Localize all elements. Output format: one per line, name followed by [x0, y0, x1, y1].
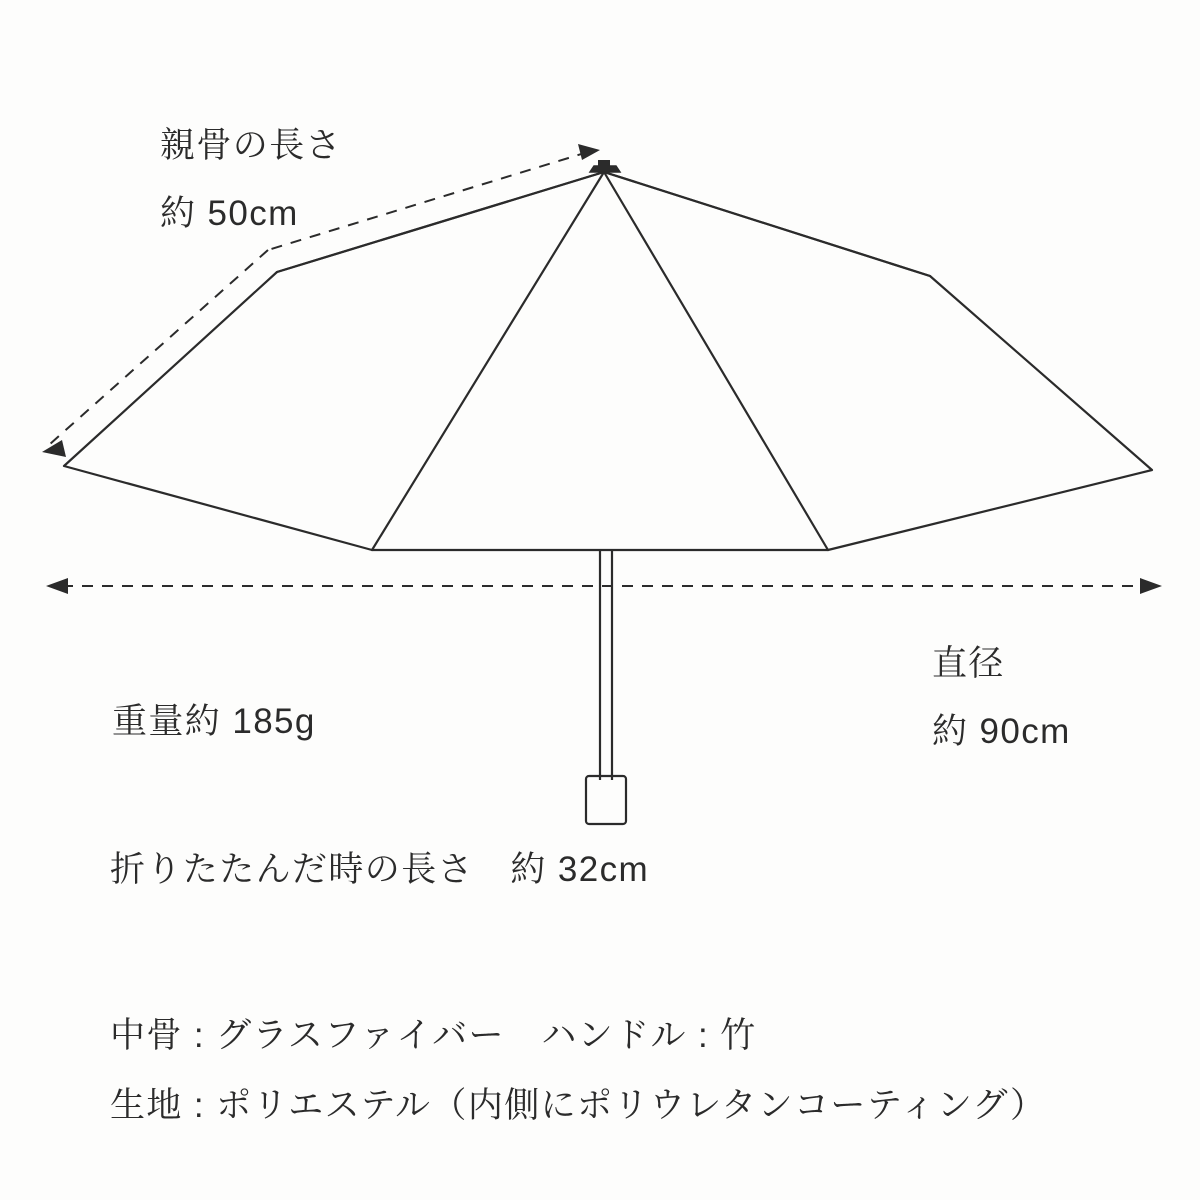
- arrowhead-rib-upper: [578, 144, 600, 160]
- rib-length-label-line2: 約 50cm: [160, 194, 299, 233]
- material-spec-line1: 中骨 : グラスファイバー ハンドル : 竹: [110, 1016, 757, 1055]
- material-spec-line2: 生地 : ポリエステル（内側にポリウレタンコーティング）: [110, 1086, 1047, 1125]
- arrowhead-diameter-left: [46, 578, 68, 594]
- diameter-label-line1: 直径: [932, 644, 1005, 683]
- umbrella-tip: [590, 160, 620, 172]
- umbrella-shaft: [600, 550, 612, 780]
- arrowhead-rib-lower: [42, 440, 66, 457]
- diameter-label-line2: 約 90cm: [932, 712, 1071, 751]
- arrowhead-diameter-right: [1140, 578, 1162, 594]
- weight-label: 重量約 185g: [112, 702, 316, 741]
- rib-length-label-line1: 親骨の長さ: [160, 126, 343, 165]
- folded-length-label: 折りたたんだ時の長さ 約 32cm: [110, 850, 650, 889]
- umbrella-handle: [586, 776, 626, 824]
- diameter-dimension: [46, 578, 1162, 594]
